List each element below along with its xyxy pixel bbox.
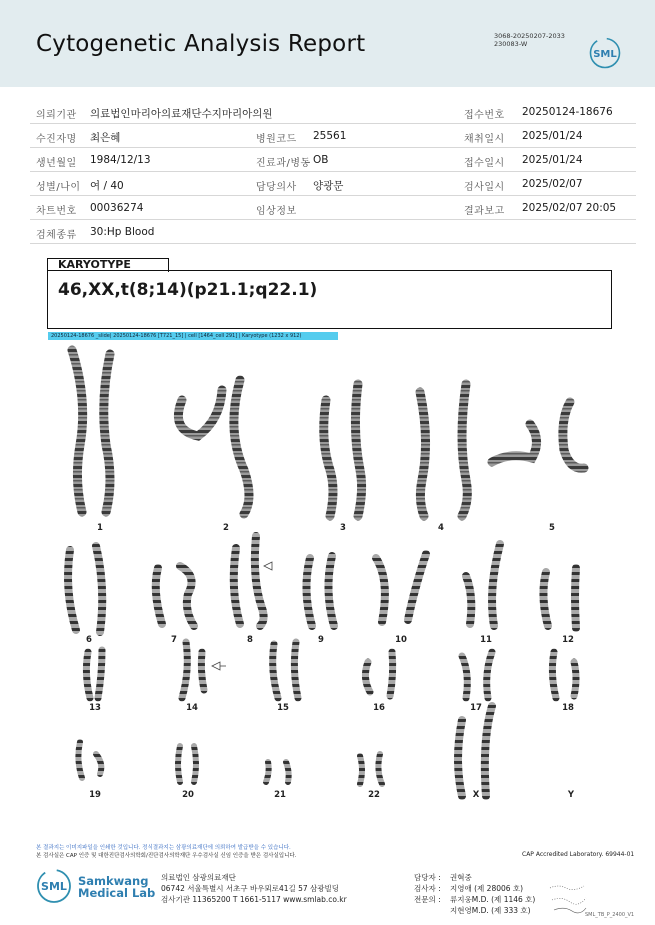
chromosome-label: 6 <box>86 635 92 645</box>
chromosome-label: 18 <box>562 703 574 713</box>
info-value: 2025/01/24 <box>522 130 583 142</box>
chromosome-20a <box>178 746 180 782</box>
info-label: 임상정보 <box>256 206 297 217</box>
info-row <box>30 172 636 196</box>
chromosome-14b <box>201 652 204 690</box>
chromosome-label: 1 <box>97 523 103 533</box>
chromosome-label: 10 <box>395 635 407 645</box>
chromosome-label: 11 <box>480 635 492 645</box>
lab-contact: 검사기관 11365200 T 1661-5117 www.smlab.co.kr <box>161 895 347 904</box>
chromosome-label: 19 <box>89 790 101 800</box>
info-row <box>30 220 636 244</box>
patient-info-table <box>30 100 636 244</box>
chromosome-13b <box>98 650 102 698</box>
chromosome-9a <box>306 558 312 626</box>
chromosome-19b <box>96 754 101 774</box>
report-code <box>494 32 565 48</box>
staff-item: 전문의 : 류지웅M.D. (제 1146 호) <box>414 895 536 904</box>
chromosome-label: 22 <box>368 790 380 800</box>
chromosome-2a <box>178 390 222 436</box>
chromosome-label: 17 <box>470 703 482 713</box>
info-value: 양광문 <box>313 180 344 192</box>
info-row <box>30 148 636 172</box>
chromosome-12b <box>575 568 576 628</box>
sml-logo-text: SML <box>593 49 617 60</box>
document-number: SML_TB_P_2400_V1 <box>585 912 635 918</box>
chromosome-22b <box>378 754 382 784</box>
chromosome-label: 21 <box>274 790 286 800</box>
info-label: 의뢰기관 <box>36 110 77 121</box>
chromosome-9b <box>328 556 334 626</box>
staff-list <box>414 872 535 916</box>
info-label: 생년월일 <box>36 158 77 169</box>
chromosome-16a <box>365 662 370 692</box>
karyotype-heading: KARYOTYPE <box>47 258 169 272</box>
chromosome-label: 20 <box>182 790 194 800</box>
chromosome-20b <box>194 746 196 782</box>
chromosome-15a <box>273 644 278 698</box>
info-label: 성별/나이 <box>36 182 81 193</box>
chromosome-7b <box>180 566 194 626</box>
chromosome-label: 13 <box>89 703 101 713</box>
chromosome-label: 8 <box>247 635 253 645</box>
chromosome-21a <box>266 762 269 782</box>
info-value: OB <box>313 154 329 166</box>
report-code-line2: 230083-W <box>494 40 528 48</box>
chromosome-10b <box>408 554 426 620</box>
info-value: 최은혜 <box>90 132 121 144</box>
chromosome-4a <box>420 392 426 516</box>
info-row <box>30 100 636 124</box>
cap-accreditation: CAP Accredited Laboratory. 69944-01 <box>522 851 635 858</box>
chromosome-label: 4 <box>438 523 444 533</box>
chromosome-label: X <box>472 790 480 800</box>
chromosome-label: 7 <box>171 635 177 645</box>
info-label: 차트번호 <box>36 206 77 217</box>
sml-footer-logo-icon <box>36 868 72 904</box>
chromosome-6a <box>68 550 76 630</box>
chromosome-11b <box>492 544 500 626</box>
chromosome-22a <box>360 756 362 784</box>
lab-org: 의료법인 삼광의료재단 <box>161 873 236 882</box>
chromosome-label: 14 <box>186 703 198 713</box>
chromosome-label: 5 <box>549 523 555 533</box>
chromosome-3b <box>355 384 361 516</box>
info-label: 접수번호 <box>464 110 505 121</box>
info-label: 병원코드 <box>256 134 297 145</box>
info-label: 진료과/병동 <box>256 158 311 169</box>
chromosome-12a <box>543 572 548 626</box>
info-row <box>30 124 636 148</box>
chromosome-label: 3 <box>340 523 346 533</box>
chromosome-21b <box>286 762 289 782</box>
chromosome-18b <box>574 662 576 696</box>
chromosome-xb <box>485 706 492 796</box>
lab-name <box>78 875 155 899</box>
info-label: 검체종류 <box>36 230 77 241</box>
info-row <box>30 196 636 220</box>
notice-line-1: 본 결과지는 이미지파일을 인쇄한 것입니다. 정식결과지는 삼광의료재단에 의뢰하여 발급받을 수 있습니다. <box>36 845 291 851</box>
info-value: 30:Hp Blood <box>90 226 155 238</box>
info-label: 채취일시 <box>464 134 505 145</box>
report-title: Cytogenetic Analysis Report <box>36 31 366 57</box>
chromosome-1b <box>104 354 110 512</box>
chromosome-label: 12 <box>562 635 574 645</box>
info-value: 2025/02/07 20:05 <box>522 202 617 214</box>
info-value: 25561 <box>313 130 347 142</box>
info-value: 2025/02/07 <box>522 178 583 190</box>
info-value: 여 / 40 <box>90 180 124 192</box>
chromosome-label: 9 <box>318 635 324 645</box>
sml-logo-icon <box>589 37 621 69</box>
report-code-line1: 3068-20250207-2033 <box>494 32 565 40</box>
lab-address-block <box>161 872 347 905</box>
chromosome-xa <box>458 720 462 796</box>
info-value: 00036274 <box>90 202 144 214</box>
info-value: 2025/01/24 <box>522 154 583 166</box>
info-label: 결과보고 <box>464 206 505 217</box>
chromosome-19a <box>78 742 82 778</box>
chromosome-4b <box>462 384 467 516</box>
chromosome-5b <box>563 402 584 468</box>
chromosome-5a <box>492 424 537 462</box>
info-label: 수진자명 <box>36 134 77 145</box>
staff-item: 검사자 : 지영애 (제 28006 호) <box>414 884 524 893</box>
karyogram-image <box>30 340 630 810</box>
lab-name-line2: Medical Lab <box>78 886 156 900</box>
info-value: 20250124-18676 <box>522 106 613 118</box>
chromosome-label: Y <box>567 790 575 800</box>
karyogram-image-caption: 20250124-18676 _slide| 20250124-18676 [T721_15] | cell [1464_cell 291] | Karyotype (1232 x 912) <box>48 332 338 340</box>
info-label: 담당의사 <box>256 182 297 193</box>
staff-item: 담당자 : 권혁중 <box>414 873 472 882</box>
chromosome-17a <box>462 656 467 698</box>
info-label: 검사일시 <box>464 182 505 193</box>
karyotype-result-box <box>47 270 612 329</box>
info-label: 접수일시 <box>464 158 505 169</box>
lab-address: 06742 서울특별시 서초구 바우뫼로41길 57 삼광빌딩 <box>161 884 340 893</box>
info-value: 의료법인마리아의료재단수지마리아의원 <box>90 108 273 120</box>
chromosome-14a <box>182 642 187 698</box>
chromosome-8a <box>234 548 240 624</box>
chromosome-6b <box>96 546 102 632</box>
chromosome-7a <box>156 568 162 624</box>
chromosome-16b <box>390 652 393 696</box>
notice-line-2: 본 검사실은 CAP 인증 및 대한진단검사의학회/진단검사의학재단 우수검사실 신임 인증을 받은 검사실입니다. <box>36 853 297 859</box>
chromosome-15b <box>294 642 298 698</box>
chromosome-18a <box>552 652 556 698</box>
chromosome-label: 15 <box>277 703 289 713</box>
info-value: 1984/12/13 <box>90 154 151 166</box>
signature-image <box>548 876 588 916</box>
chromosome-label: 2 <box>223 523 229 533</box>
chromosome-1a <box>72 350 83 512</box>
chromosome-label: 16 <box>373 703 385 713</box>
chromosome-17b <box>487 652 492 698</box>
chromosome-11a <box>466 576 471 624</box>
chromosome-8b <box>255 536 264 626</box>
chromosome-3a <box>324 400 333 516</box>
sml-footer-logo-text: SML <box>41 880 67 893</box>
lab-name-line1: Samkwang <box>78 874 149 888</box>
chromosome-13a <box>86 652 90 698</box>
chromosome-10a <box>376 558 385 622</box>
chromosome-2b <box>234 380 249 514</box>
karyotype-value: 46,XX,t(8;14)(p21.1;q22.1) <box>58 280 318 300</box>
staff-item: 지현영M.D. (제 333 호) <box>450 906 531 915</box>
report-header <box>0 0 655 87</box>
